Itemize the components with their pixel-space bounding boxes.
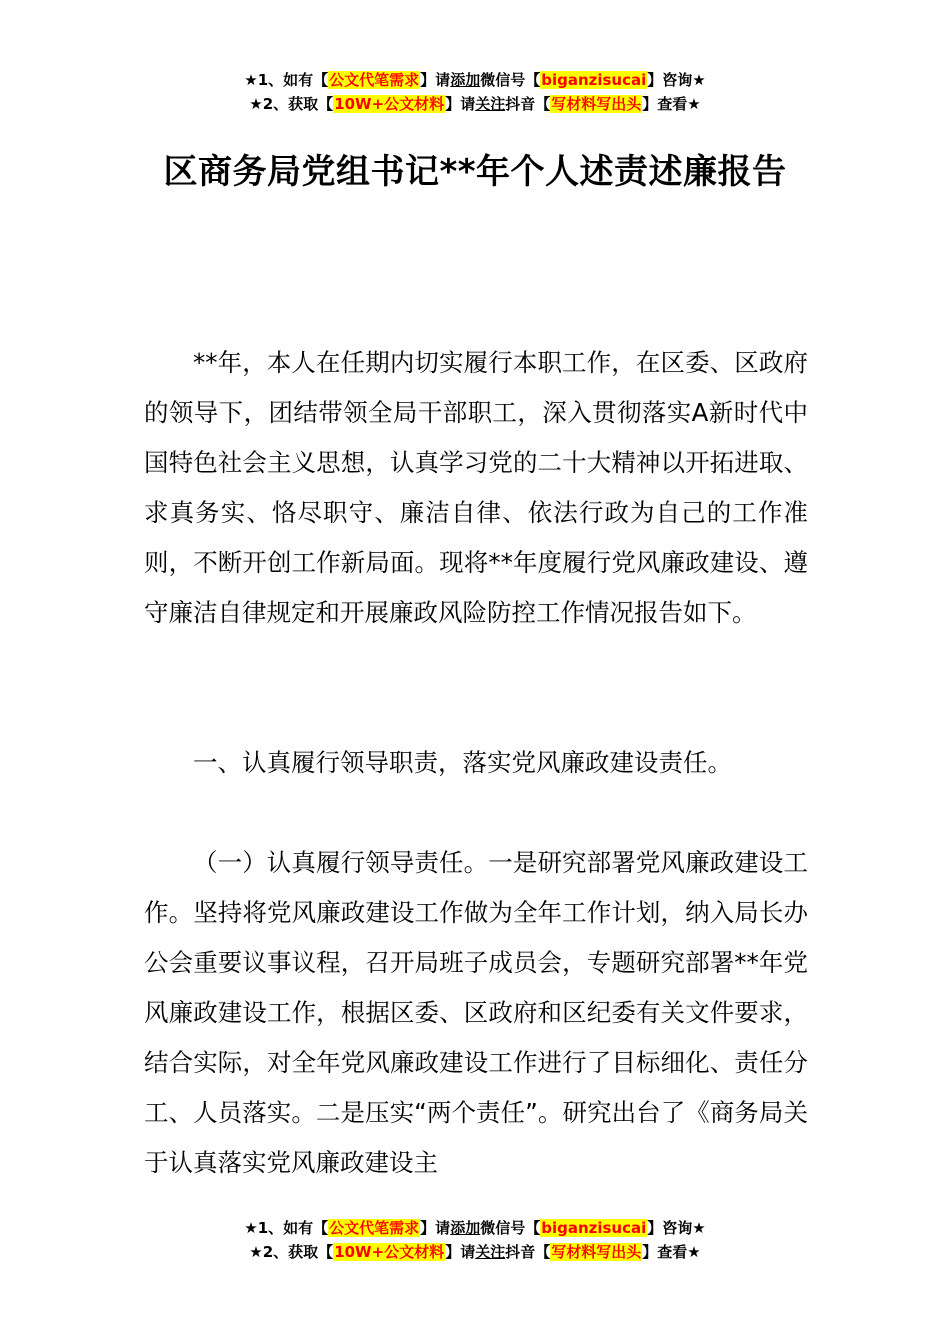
banner-text: 微信号【 bbox=[480, 71, 541, 89]
banner-text: 】查看★ bbox=[642, 95, 701, 113]
banner-text: ★2、获取【 bbox=[249, 95, 334, 113]
banner-text: 】请 bbox=[420, 71, 451, 89]
banner-underlined-text: 添加 bbox=[450, 1219, 481, 1237]
banner-line-1 bbox=[0, 1216, 950, 1240]
paragraph-text: （一）认真履行领导责任。一是研究部署党风廉政建设工作。坚持将党风廉政建设工作做为全年工作计划，纳入局长办公会重要议事议程，召开局班子成员会，专题研究部署**年党风廉政建设工作，根据区委、区政府和区纪委有关文件要求，结合实际，对全年党风廉政建设工作进行了目标细化、责任分工、人员落实。二是压实“两个责任”。研究出台了《商务局关于认真落实党风廉政建设主 bbox=[144, 848, 808, 1177]
document-title: 区商务局党组书记**年个人述责述廉报告 bbox=[163, 152, 787, 192]
banner-highlight-materials: 10W+公文材料 bbox=[334, 95, 445, 113]
paragraph-text: **年，本人在任期内切实履行本职工作，在区委、区政府的领导下，团结带领全局干部职工，深入贯彻落实A新时代中国特色社会主义思想，认真学习党的二十大精神以开拓进取、求真务实、恪尽职守、廉洁自律、依法行政为自己的工作准则，不断开创工作新局面。现将**年度履行党风廉政建设、遵守廉洁自律规定和开展廉政风险防控工作情况报告如下。 bbox=[144, 348, 808, 627]
body-paragraph-2 bbox=[144, 838, 808, 1188]
heading-text: 一、认真履行领导职责，落实党风廉政建设责任。 bbox=[193, 748, 732, 777]
banner-highlight-materials: 10W+公文材料 bbox=[334, 1243, 445, 1261]
banner-line-2 bbox=[0, 1240, 950, 1264]
banner-text: 】请 bbox=[445, 1243, 476, 1261]
banner-text: 微信号【 bbox=[480, 1219, 541, 1237]
banner-underlined-text: 关注 bbox=[475, 1243, 506, 1261]
banner-line-2 bbox=[0, 92, 950, 116]
section-heading-1 bbox=[144, 738, 808, 788]
banner-underlined-text: 添加 bbox=[450, 71, 481, 89]
banner-highlight-douyin: 写材料写出头 bbox=[551, 1243, 642, 1261]
banner-text: 抖音【 bbox=[505, 95, 551, 113]
footer-banner bbox=[0, 1216, 950, 1264]
banner-text: 】咨询★ bbox=[647, 1219, 706, 1237]
banner-line-1 bbox=[0, 68, 950, 92]
header-banner bbox=[0, 68, 950, 116]
banner-highlight-wechat-id: biganzisucai bbox=[541, 1219, 647, 1237]
banner-highlight-wechat-id: biganzisucai bbox=[541, 71, 647, 89]
banner-text: 】查看★ bbox=[642, 1243, 701, 1261]
banner-highlight-service: 公文代笔需求 bbox=[329, 71, 420, 89]
banner-highlight-service: 公文代笔需求 bbox=[329, 1219, 420, 1237]
banner-text: ★2、获取【 bbox=[249, 1243, 334, 1261]
banner-text: 抖音【 bbox=[505, 1243, 551, 1261]
banner-text: 】咨询★ bbox=[647, 71, 706, 89]
banner-underlined-text: 关注 bbox=[475, 95, 506, 113]
banner-highlight-douyin: 写材料写出头 bbox=[551, 95, 642, 113]
banner-text: ★1、如有【 bbox=[244, 71, 329, 89]
body-paragraph-1 bbox=[144, 338, 808, 638]
banner-text: 】请 bbox=[420, 1219, 451, 1237]
banner-text: ★1、如有【 bbox=[244, 1219, 329, 1237]
banner-text: 】请 bbox=[445, 95, 476, 113]
